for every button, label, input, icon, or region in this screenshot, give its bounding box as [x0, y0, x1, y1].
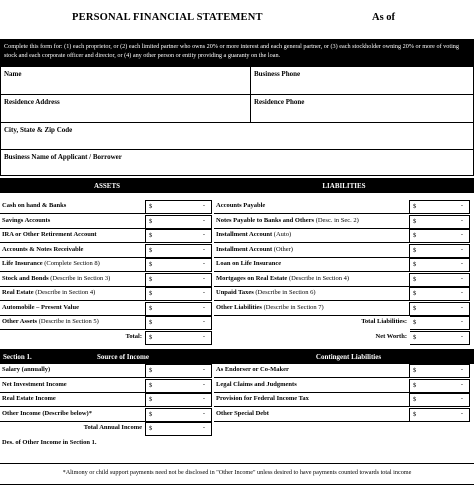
contingent-heading: Contingent Liabilities	[315, 352, 382, 361]
liability-amount-5[interactable]	[410, 273, 470, 287]
total-income-label: Total Annual Income	[0, 422, 146, 436]
amount-dash: -	[460, 245, 463, 253]
row-label: Installment Account	[216, 231, 273, 238]
amount-dash: -	[202, 216, 205, 224]
row-label: IRA or Other Retirement Account	[2, 231, 97, 238]
section1-label: Section 1.	[3, 352, 32, 361]
business-name-field[interactable]	[1, 150, 473, 176]
contingent-label-0	[214, 364, 410, 378]
currency-symbol: $	[413, 381, 417, 389]
contingent-amount-1[interactable]	[410, 379, 470, 393]
contingent-label-2	[214, 393, 410, 407]
contingent-amount-3[interactable]	[410, 408, 470, 422]
liability-label-3	[214, 244, 410, 258]
amount-dash: -	[460, 289, 463, 296]
currency-symbol: $	[149, 246, 153, 254]
amount-dash: -	[460, 409, 463, 417]
income-label-1	[0, 379, 146, 393]
currency-symbol: $	[149, 396, 153, 403]
currency-symbol: $	[413, 319, 417, 326]
currency-symbol: $	[413, 410, 417, 418]
currency-symbol: $	[413, 275, 417, 283]
footnote: *Alimony or child support payments need not be disclosed in "Other Income" unless desired to have payments counted towards total income	[0, 463, 474, 485]
assets-heading: ASSETS	[93, 181, 121, 190]
row-note: (Describe in Section 6)	[253, 289, 316, 296]
currency-symbol: $	[149, 425, 153, 432]
liability-amount-7[interactable]	[410, 302, 470, 316]
currency-symbol: $	[413, 396, 417, 403]
asset-amount-6[interactable]	[146, 287, 212, 301]
asset-label-8	[0, 316, 146, 330]
income-label-0	[0, 364, 146, 378]
row-label: Cash on hand & Banks	[2, 202, 67, 209]
amount-dash: -	[202, 409, 205, 417]
contingent-label-1	[214, 379, 410, 393]
amount-dash: -	[202, 245, 205, 253]
amount-dash: -	[202, 424, 205, 431]
amount-dash: -	[202, 303, 205, 311]
currency-symbol: $	[149, 304, 153, 312]
residence-address-field[interactable]	[1, 95, 251, 122]
row-label: Mortgages on Real Estate	[216, 274, 288, 282]
row-label: Other Assets	[2, 318, 38, 325]
amount-dash: -	[460, 303, 463, 311]
assets-table	[0, 200, 214, 344]
income-label-2	[0, 393, 146, 407]
asset-amount-2[interactable]	[146, 229, 212, 243]
applicant-info	[0, 67, 474, 176]
amount-dash: -	[202, 289, 205, 296]
row-label: Savings Accounts	[2, 216, 51, 224]
income-label-3	[0, 408, 146, 422]
row-label: Automobile – Present Value	[2, 303, 79, 311]
asset-total-amount[interactable]	[146, 331, 212, 345]
row-note: (Describe in Section 3)	[48, 274, 111, 282]
asset-label-2	[0, 229, 146, 243]
asset-amount-0[interactable]	[146, 200, 212, 214]
row-label: Salary (annually)	[2, 366, 51, 373]
liabilities-heading: LIABILITIES	[322, 181, 366, 190]
other-income-description-label[interactable]: Des. of Other Income in Section 1.	[2, 438, 97, 446]
amount-dash: -	[460, 366, 463, 373]
currency-symbol: $	[413, 290, 417, 297]
city-state-zip-field[interactable]	[1, 123, 473, 150]
currency-symbol: $	[149, 232, 153, 239]
city-state-zip-label: City, State & Zip Code	[4, 126, 73, 134]
liability-amount-2[interactable]	[410, 229, 470, 243]
income-amount-3[interactable]	[146, 408, 212, 422]
amount-dash: -	[202, 380, 205, 388]
row-note: (Auto)	[272, 231, 292, 238]
assets-liabilities-header	[0, 178, 474, 193]
business-phone-label: Business Phone	[254, 70, 301, 78]
liability-label-1	[214, 215, 410, 229]
asset-label-1	[0, 215, 146, 229]
amount-dash: -	[202, 274, 205, 282]
row-label: Other Special Debt	[216, 409, 269, 417]
row-note: (Describe in Section 5)	[37, 318, 99, 325]
row-label: Net Investment Income	[2, 380, 67, 388]
income-amount-1[interactable]	[146, 379, 212, 393]
currency-symbol: $	[413, 367, 417, 374]
row-label: Provision for Federal Income Tax	[216, 395, 309, 402]
currency-symbol: $	[149, 381, 153, 389]
amount-dash: -	[202, 202, 205, 209]
currency-symbol: $	[413, 304, 417, 312]
liability-label-6	[214, 287, 410, 301]
row-label: Unpaid Taxes	[216, 289, 254, 296]
row-note: (Complete Section 8)	[42, 260, 100, 267]
liability-amount-3[interactable]	[410, 244, 470, 258]
amount-dash: -	[460, 318, 463, 325]
row-label: Loan on Life Insurance	[216, 260, 282, 267]
total-liabilities-amount[interactable]	[410, 316, 470, 330]
amount-dash: -	[202, 231, 205, 238]
row-note: (Desc. in Sec. 2)	[314, 216, 359, 224]
page-title: PERSONAL FINANCIAL STATEMENT	[72, 12, 263, 23]
currency-symbol: $	[149, 333, 153, 341]
asset-amount-8[interactable]	[146, 316, 212, 330]
currency-symbol: $	[413, 217, 417, 225]
amount-dash: -	[202, 332, 205, 340]
row-label: Accounts & Notes Receivable	[2, 245, 84, 253]
row-note: (Describe in Section 4)	[33, 289, 96, 296]
amount-dash: -	[460, 202, 463, 209]
amount-dash: -	[202, 318, 205, 325]
intro-text: Complete this form for: (1) each proprietor, or (2) each limited partner who owns 20% or more interest and each general partner, or (3) each stockholder owning 20% or more of voting stock and each corporate officer and director, or (4) any other person or entity providing a guaranty on the loan.	[0, 39, 474, 67]
asset-label-5	[0, 273, 146, 287]
row-label: Stock and Bonds	[2, 274, 49, 282]
asset-amount-4[interactable]	[146, 258, 212, 272]
income-amount-2[interactable]	[146, 393, 212, 407]
amount-dash: -	[460, 260, 463, 267]
liability-amount-0[interactable]	[410, 200, 470, 214]
asset-label-4	[0, 258, 146, 272]
asset-total-label: Total:	[0, 331, 146, 345]
amount-dash: -	[202, 260, 205, 267]
row-label: Notes Payable to Banks and Others	[216, 216, 315, 224]
row-note: (Other)	[272, 245, 293, 253]
asset-amount-7[interactable]	[146, 302, 212, 316]
asset-label-7	[0, 302, 146, 316]
currency-symbol: $	[149, 367, 153, 374]
source-of-income-heading: Source of Income	[97, 352, 149, 361]
amount-dash: -	[460, 216, 463, 224]
liability-amount-1[interactable]	[410, 215, 470, 229]
currency-symbol: $	[149, 410, 153, 418]
asset-label-6	[0, 287, 146, 301]
liability-label-5	[214, 273, 410, 287]
name-field[interactable]	[1, 67, 251, 94]
name-label: Name	[4, 70, 22, 78]
residence-phone-label: Residence Phone	[254, 98, 305, 106]
residence-phone-field[interactable]	[251, 95, 473, 122]
liabilities-table	[214, 200, 474, 344]
income-table	[0, 364, 214, 462]
currency-symbol: $	[413, 246, 417, 254]
row-label: Life Insurance	[2, 260, 43, 267]
currency-symbol: $	[149, 203, 153, 210]
amount-dash: -	[460, 395, 463, 402]
contingent-table	[214, 364, 474, 462]
asset-amount-5[interactable]	[146, 273, 212, 287]
amount-dash: -	[460, 380, 463, 388]
row-label: Accounts Payable	[216, 202, 266, 209]
row-note: (Describe in Section 7)	[261, 303, 324, 311]
amount-dash: -	[202, 366, 205, 373]
liability-label-2	[214, 229, 410, 243]
currency-symbol: $	[149, 217, 153, 225]
row-note: (Describe in Section 4)	[287, 274, 350, 282]
row-label: Installment Account	[216, 245, 273, 253]
currency-symbol: $	[413, 232, 417, 239]
net-worth-amount[interactable]	[410, 331, 470, 345]
amount-dash: -	[460, 332, 463, 340]
row-label: Other Income (Describe below)*	[2, 409, 92, 417]
row-label: As Endorser or Co-Maker	[216, 366, 289, 373]
asset-label-0	[0, 200, 146, 214]
liability-label-7	[214, 302, 410, 316]
residence-address-label: Residence Address	[4, 98, 60, 106]
row-label: Real Estate Income	[2, 395, 56, 402]
currency-symbol: $	[413, 261, 417, 268]
asset-amount-1[interactable]	[146, 215, 212, 229]
amount-dash: -	[460, 274, 463, 282]
currency-symbol: $	[149, 319, 153, 326]
currency-symbol: $	[149, 290, 153, 297]
net-worth-label: Net Worth:	[375, 332, 407, 340]
liability-amount-6[interactable]	[410, 287, 470, 301]
currency-symbol: $	[413, 333, 417, 341]
business-name-label: Business Name of Applicant / Borrower	[4, 153, 122, 161]
currency-symbol: $	[149, 261, 153, 268]
asset-amount-3[interactable]	[146, 244, 212, 258]
amount-dash: -	[460, 231, 463, 238]
amount-dash: -	[202, 395, 205, 402]
row-label: Legal Claims and Judgments	[216, 380, 297, 388]
row-label: Other Liabilities	[216, 303, 262, 311]
row-label: Real Estate	[2, 289, 34, 296]
currency-symbol: $	[149, 275, 153, 283]
business-phone-field[interactable]	[251, 67, 473, 94]
liability-amount-4[interactable]	[410, 258, 470, 272]
section1-header	[0, 349, 474, 364]
currency-symbol: $	[413, 203, 417, 210]
liability-label-0	[214, 200, 410, 214]
total-liabilities-label: Total Liabilities:	[361, 318, 407, 325]
liability-label-4	[214, 258, 410, 272]
income-amount-0[interactable]	[146, 364, 212, 378]
contingent-amount-2[interactable]	[410, 393, 470, 407]
asset-label-3	[0, 244, 146, 258]
contingent-amount-0[interactable]	[410, 364, 470, 378]
total-income-amount[interactable]	[146, 422, 212, 436]
as-of-label: As of	[372, 12, 396, 23]
contingent-label-3	[214, 408, 410, 422]
